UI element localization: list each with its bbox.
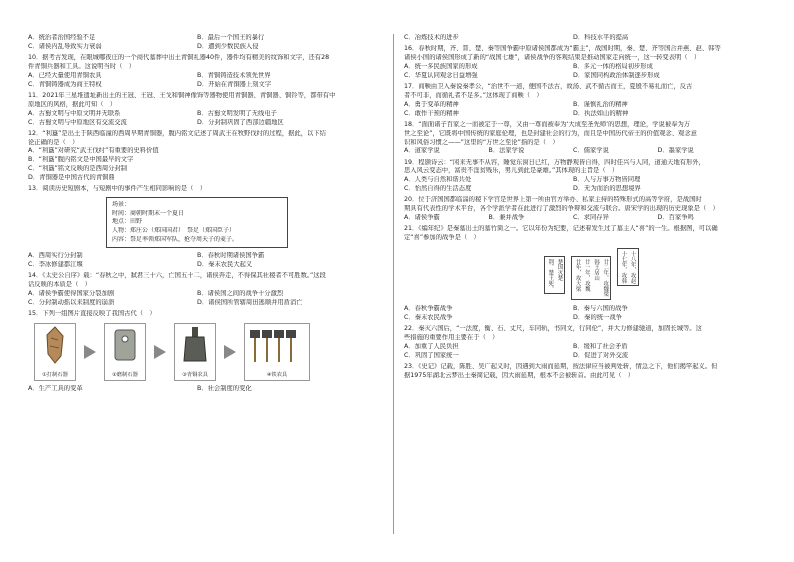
tool-caption-2: ②磨制石器: [112, 371, 138, 378]
q19-options-row2: [404, 185, 742, 194]
q11-options-row1: [28, 110, 366, 119]
q14-option-c: C．分封制动摇以来制度的崩溃: [28, 298, 115, 306]
q21-option-a: A．春秋争霸战争: [404, 304, 453, 312]
q13-option-a: A．西周实行分封制: [28, 252, 83, 260]
q12-option-d: D．青铜器是中国古代的青铜鼎: [28, 174, 115, 182]
q13-options-row2: [28, 261, 366, 270]
q17-option-c: C．敢作干预的精神: [404, 109, 459, 117]
q14-option-b: B．诸侯国之间的战争十分激烈: [197, 289, 284, 297]
q9-option-a: A．统治者治国经验不足: [28, 34, 96, 41]
q11-option-a: A．古蜀文明与中原文明并无联系: [28, 109, 121, 117]
q17-option-d: D．执法如山的精神: [573, 109, 629, 117]
q16-stem-line2: 诸侯小国的诸侯国形成了新的“战国七雄”，诸侯战争的客观结果是推动国家走向统一，这一转变表明（ ）: [404, 54, 701, 61]
q11-option-c: C．古蜀文明与中原地区有交流交流: [28, 118, 127, 126]
q21-stem-line1: 21．《编年纪》是秦墓出土的墓竹简之一。它以年份为纪要，记述着发生过了墓主人“喜”的一生。根据图，可以确: [404, 225, 718, 233]
q11-stem-line1: 11．2021年三星堆遗址新出土的王冠、王冠、王戈和铜神像饰等器物使用青铜器、青铜器、铜铃等，都带有中: [28, 91, 336, 99]
q20-option-c: C．求同存异: [573, 214, 609, 222]
q22-option-a: A．加重了人民负担: [404, 342, 459, 350]
q21-option-b: B．秦与六国的战争: [573, 304, 628, 312]
chipped-stone-icon: [45, 326, 65, 364]
bamboo-slip-b: 廿年，攻大梁 廿一年，攻魏 韩王居山 廿二年，攻魏梁: [571, 256, 611, 300]
arrow-icon: [154, 345, 166, 359]
q16-option-a: A．统一多民族国家的形成: [404, 62, 478, 70]
q10-stem-line2: 件青铜兵器和工具。这说明当时（ ）: [28, 62, 136, 70]
arrow-icon: [84, 345, 96, 359]
q18-option-c: C．儒家学说: [573, 147, 609, 155]
scene-heading: 场景：: [112, 201, 131, 209]
tool-caption-3: ③青铜农具: [182, 371, 208, 378]
iron-tools-image: [244, 323, 310, 381]
arrow-icon: [224, 345, 236, 359]
q10-option-b: B．青铜铸造技术领先世界: [197, 71, 271, 79]
q12-stem-line2: 论正确的是（ ）: [28, 138, 79, 146]
q10-options-row1: [28, 72, 366, 81]
q9-options-row2: [28, 43, 366, 52]
q12-option-b: B．“利簋”腹内铭文是中国最早的文字: [28, 156, 134, 164]
q9-option-c: C．诸侯内乱导致实力衰弱: [28, 42, 102, 50]
q12-stem-line1: 12．“利簋”是出土于陕西临潼的西周早期青铜器，腹内铭文记述了周武王在牧野伐纣的过程，据此，以下结: [28, 129, 326, 137]
bamboo-slip-c: 荆，楚王死， 楚国灭楚: [544, 256, 565, 294]
bronze-spade-icon: [182, 326, 208, 364]
q17-option-a: A．勇于变革的精神: [404, 100, 459, 108]
bronze-tool-image: [174, 323, 216, 381]
left-column: [28, 34, 366, 394]
q16-option-d: D．家国同构政治体制逐步形成: [573, 71, 660, 79]
q17-options-row1: [404, 101, 742, 110]
q15-tool-images: [34, 323, 366, 381]
q18-option-b: B．法家学说: [488, 147, 525, 155]
q18-option-a: A．道家学说: [404, 147, 440, 155]
q19-option-d: D．无为而治的思想境界: [573, 185, 641, 193]
q14-options-row2: [28, 299, 366, 308]
q15-option-b: B．社会制度的变化: [197, 384, 252, 392]
q10-options-row2: [28, 81, 366, 90]
q19-options-row1: [404, 176, 742, 185]
q14-stem-line1: 14．《太史公自序》载：“春秋之中，弑君三十六，亡国五十二，诸侯奔走，不得保其社稷者不可胜数。”这段: [28, 272, 326, 280]
q11-option-b: B．古蜀文明发明了无线电子: [197, 109, 277, 117]
q21-option-c: C．秦末农民战争: [404, 313, 453, 321]
q21-options-row2: [404, 314, 742, 323]
right-column: [404, 34, 742, 381]
q12-option-c: C．“利簋”铭文反映的是西周分封制: [28, 165, 128, 173]
q17-stem-line2: 者不可非，而循礼者不足多。”这体现了商鞅（ ）: [404, 91, 543, 99]
q20-option-d: D．百家争鸣: [657, 214, 694, 222]
q11-option-d: D．分封制巩固了西部边疆地区: [197, 118, 284, 126]
q16-stem-line1: 16．春秋时期，齐、晋、楚、秦等国争霸中原诸侯国都成为“霸主”，战国时期，秦、楚、齐等国合并燕、赵、韩等: [404, 45, 721, 53]
q14-stem-line2: 话反映的本质是（ ）: [28, 281, 91, 289]
q19-option-c: C．怡然自得的生活态度: [404, 185, 472, 193]
tool-caption-4: ④铁农具: [266, 371, 288, 378]
q18-stem-line2: 世之至论”，它既将中国传统的家庭伦理，也是封建社会的行为，而且是中国历代帝王的价值观念、观念意: [404, 129, 697, 137]
q22-option-c: C．巩固了国家统一: [404, 351, 459, 359]
q23-stem-line1: 23．《史记》记载，陈胜、吴广起义时，因遇到大雨而延期，按法律应当被判处斩，情急之下，他们揭竿起义。但: [404, 362, 718, 370]
q22-option-d: D．促进了对外交流: [573, 351, 629, 359]
q15-option-c: C．冶炼技术的进步: [404, 34, 459, 41]
scene-content: 内容：祭足率领郑国军队，抢夺周天子的麦子。: [112, 235, 239, 243]
q20-stem-line1: 20．位于济国国都临淄的稷下学宫是世界上第一所由官方举办、私家主持的特殊形式的高等学府，是战国时: [404, 196, 702, 204]
q18-stem-line3: 识和风俗习惯之——”这里的“万世之至论”指的是（ ）: [404, 138, 559, 146]
q9-option-d: D．遭到少数民族入侵: [197, 42, 259, 50]
q20-stem-line2: 期具有代表性的学术平台，各个学派学者在此进行了激烈的争辩和交流与联合。唐宋学的出现的历史现象是（ ）: [404, 205, 719, 213]
q22-options-row1: [404, 343, 742, 352]
q13-options-row1: [28, 252, 366, 261]
q19-option-b: B．人与万事万物皆同理: [573, 176, 641, 184]
q20-option-a: A．诸侯争霸: [404, 214, 440, 222]
q14-option-a: A．诸侯争霸使得国家分裂加剧: [28, 289, 115, 297]
q22-stem-line1: 22．秦灭六国后，“一法度，衡、石、丈尺，车同轨，书同文，行同伦”，并大力修建驰道，加固长城等。这: [404, 324, 702, 332]
q15-option-d: D．科技水平的提高: [573, 34, 629, 41]
q13-scene-box: [106, 197, 288, 248]
q15-options-row2: [404, 34, 742, 43]
q19-option-a: A．人类与自然和谐共处: [404, 176, 472, 184]
q14-options-row1: [28, 290, 366, 299]
q19-stem-line2: 思入风云变态中，富贵不淫贫贱乐，男儿到此是豪雄。”其体现的主旨是（ ）: [404, 167, 619, 175]
q10-option-d: D．开始在青铜器上刻文字: [197, 80, 272, 88]
q10-option-a: A．已经大量使用青铜农具: [28, 71, 102, 79]
q23-stem-line2: 据1975年湖北云梦出土秦简记载，因大雨延期，根本不会被斩首。由此可见（ ）: [404, 371, 635, 379]
q10-option-c: C．青铜铸器成为商王特权: [28, 80, 102, 88]
q10-stem-line1: 10．据考古发现，在眼城哪夜庄的一个商代墓葬中出土青铜礼器40件，器件均有精美的纹饰和文字，还有28: [28, 54, 330, 61]
q18-option-d: D．墨家学说: [657, 147, 694, 155]
q9-option-b: B．最后一个国王的暴行: [197, 34, 265, 41]
q17-options-row2: [404, 110, 742, 119]
scene-time: 时间：商朝时期末一个夏日: [112, 209, 185, 217]
q13-stem: 13．阅读历史短剧本，与短剧中的事件产生相同影响的是（ ）: [28, 185, 207, 193]
q11-stem-line2: 原地区的风格，据此可知（ ）: [28, 100, 117, 108]
bamboo-slip-a: 十七年，攻韩 十八年，攻赵: [617, 248, 638, 286]
q21-bamboo-slips: [544, 248, 742, 300]
polished-stone-image: [104, 323, 146, 381]
scene-people: 人物：郑庄公（郑国国君） 祭足（郑国臣子）: [112, 226, 236, 234]
q19-stem-line1: 19．程颢诗云：“闲来无事不从容，睡觉东窗日已红，万物静观皆自得，四时佳兴与人同，道通天地有形外，: [404, 158, 705, 166]
q15-stem: 15．下列一组图片直接反映了我国古代（ ）: [28, 309, 156, 317]
q18-options: [404, 147, 742, 156]
q20-option-b: B．兼并战争: [488, 214, 525, 222]
q16-options-row2: [404, 72, 742, 81]
q22-options-row2: [404, 352, 742, 361]
iron-tools-icon: [249, 326, 305, 364]
q12-option-a: A．“利簋”对研究“武王伐纣”有重要的史料价值: [28, 147, 159, 155]
q17-option-b: B．谨慎礼治的精神: [573, 100, 628, 108]
q21-option-d: D．秦的统一战争: [573, 313, 622, 321]
q13-option-b: B．春秋时期诸侯国争霸: [197, 252, 265, 260]
q20-options: [404, 214, 742, 223]
q9-options-row1: [28, 34, 366, 43]
q21-stem-line2: 定“喜”参加的战争是（ ）: [404, 234, 480, 242]
q11-options-row2: [28, 119, 366, 128]
q22-option-b: B．缓和了社会矛盾: [573, 342, 628, 350]
q18-stem-line1: 18．“面面诸子百家之一而被定于一尊，又由一尊而被奉为‘大成至圣先师’的思想，理论，学说被奉为万: [404, 120, 691, 128]
q16-option-b: B．多元一体的格局初步形成: [573, 62, 653, 70]
q16-options-row1: [404, 63, 742, 72]
q17-stem-line1: 17．商鞅由卫入秦说秦孝公，“治世不一道，便国不法古，故汤、武不循古而王，夏殷不易礼而亡，反古: [404, 82, 693, 90]
q13-option-d: D．秦末农民大起义: [197, 261, 253, 269]
tool-caption-1: ①打制石器: [42, 371, 68, 378]
q14-option-d: D．诸侯国所管辖周田逃顺并用盾消亡: [197, 298, 303, 306]
q21-options-row1: [404, 305, 742, 314]
q15-option-a: A．生产工具的变革: [28, 384, 83, 392]
q16-option-c: C．华夏认同观念日益增强: [404, 71, 478, 79]
q22-stem-line2: 些措施的重要作用主要在于（ ）: [404, 333, 499, 341]
q13-option-c: C．李冰修建都江堰: [28, 261, 83, 269]
stone-tool-image: [34, 323, 76, 381]
scene-place: 地点：田野: [112, 218, 143, 226]
q15-options-row1: [28, 385, 366, 394]
polished-stone-icon: [112, 326, 138, 364]
column-divider: [393, 34, 394, 534]
